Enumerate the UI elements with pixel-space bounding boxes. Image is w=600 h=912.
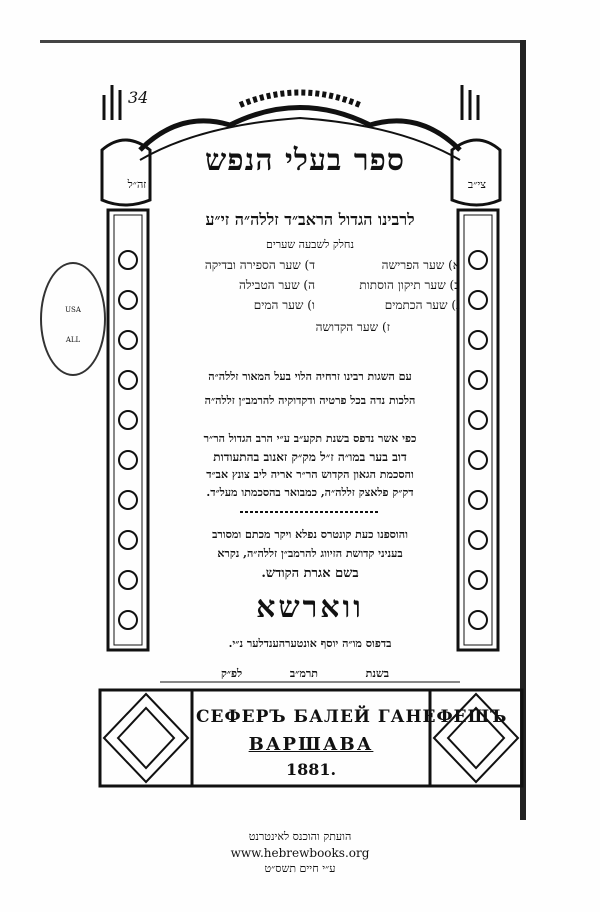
gate-item: א) שער הפרישה bbox=[381, 258, 460, 272]
library-stamp bbox=[40, 262, 106, 376]
author-line: לרבינו הגדול הראב״ד זללה״ה זי״ע bbox=[205, 210, 415, 229]
notes-line-1: עם השגות רבינו זרחיה הלוי בעל המאור זללה״ה bbox=[208, 370, 412, 383]
gate-item: ב) שער תיקון הוסתות bbox=[359, 278, 460, 292]
footer-line-3: ע״י חיים תשס״ט bbox=[264, 862, 336, 875]
year-suffix: לפ״ק bbox=[220, 667, 243, 680]
year-line bbox=[200, 667, 410, 680]
addition-line: בשם אגרת הקודש. bbox=[261, 566, 359, 581]
gate-item: ד) שער הספירה ובדיקה bbox=[204, 258, 315, 272]
addition-line: בעניני קדושת הזיווג להרמב״ן זללה״ה, נקרא bbox=[217, 547, 403, 560]
printing-history-line: והסכמת הגאון הקדוש הר״ר אריה ליב צונץ אב״ד bbox=[206, 468, 414, 481]
russian-year: 1881. bbox=[285, 760, 337, 779]
page-number: 34 bbox=[128, 88, 149, 107]
footer-url: www.hebrewbooks.org bbox=[230, 846, 370, 860]
top-crest bbox=[240, 93, 360, 106]
footer-line-1: הועתק והוכנס לאינטרנט bbox=[248, 830, 352, 843]
printing-history-line: דק״ק פלאצק זללה״ה, כמבואר בהסכמתו מעל״ד. bbox=[206, 486, 414, 499]
press-line: בדפוס מו״ה יוסף אונטערהענדלער נ״י. bbox=[228, 637, 392, 650]
corner-label-left: זה״ל bbox=[127, 178, 147, 191]
city-name: ווארשא bbox=[256, 590, 364, 625]
base-right-box bbox=[430, 690, 522, 786]
year-value: תרמ״ב bbox=[289, 667, 318, 680]
gate-item: ז) שער הקדושה bbox=[315, 320, 390, 334]
book-title: ספר בעלי הנפש bbox=[205, 143, 405, 178]
gate-item: ו) שער המים bbox=[253, 298, 315, 312]
russian-city: ВАРШАВА bbox=[248, 734, 374, 755]
printing-history-line: דוב בער במו״ה ז״ל מק״ק זאנוב בהתעודות bbox=[213, 450, 407, 464]
russian-title: СЕФЕРЪ БАЛЕЙ ГАНЕФЕШЪ bbox=[196, 707, 508, 727]
stamp-text: USA bbox=[65, 306, 81, 314]
printing-history-line: כפי אשר נדפס בשנת תקע״ב ע״י הרב הגדול הר״ר bbox=[203, 432, 417, 445]
stamp-text: ALL bbox=[65, 336, 81, 344]
year-prefix: בשנת bbox=[365, 667, 390, 680]
gate-item: ה) שער הטבילה bbox=[239, 278, 315, 292]
divided-line: נחלק לשבעה שערים bbox=[265, 238, 355, 251]
notes-line-2: הלכות נדה בכל פרטיה ודקדוקיה להרמב״ן זללה״ה bbox=[204, 394, 416, 407]
addition-line: והוספנו כעת קונטרס נפלא ויקר מכתם ומסורב bbox=[212, 528, 408, 541]
gate-item: ג) שער הכתמים bbox=[384, 298, 460, 312]
base-left-box bbox=[100, 690, 192, 786]
corner-label-right: צי״ב bbox=[467, 178, 487, 191]
